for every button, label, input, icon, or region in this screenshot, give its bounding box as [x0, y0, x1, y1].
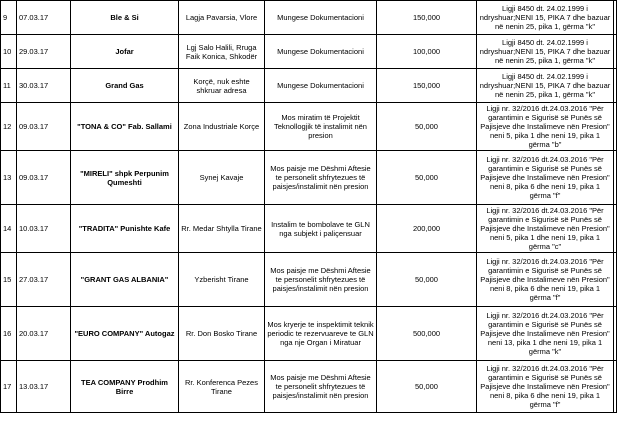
row-legal-basis: Ligji nr. 32/2016 dt.24.03.2016 "Për garantimin e Sigurisë së Punës së Pajisjeve dhe Instalimeve nën Presion" neni 8, pika 6 dhe neni 19, pika 1 gërma "f"	[477, 253, 614, 307]
row-fine: 50,000	[377, 253, 477, 307]
row-date: 07.03.17	[17, 1, 71, 35]
row-legal-basis: Ligji nr. 32/2016 dt.24.03.2016 "Për garantimin e Sigurisë së Punës së Pajisjeve dhe Instalimeve nën Presion" neni 5, pika 1 dhe neni 19, pika 1 gërma "b"	[477, 103, 614, 151]
row-edge-cell	[614, 361, 617, 413]
row-fine: 50,000	[377, 361, 477, 413]
table-row	[1, 307, 617, 361]
row-date: 10.03.17	[17, 205, 71, 253]
row-number: 10	[1, 35, 17, 69]
row-date: 27.03.17	[17, 253, 71, 307]
row-edge-cell	[614, 103, 617, 151]
row-legal-basis: Ligji nr. 32/2016 dt.24.03.2016 "Për garantimin e Sigurisë së Punës së Pajisjeve dhe Instalimeve nën Presion" neni 8, pika 6 dhe neni 19, pika 1 gërma "f"	[477, 361, 614, 413]
table-row	[1, 205, 617, 253]
row-edge-cell	[614, 253, 617, 307]
table-row	[1, 151, 617, 205]
row-number: 16	[1, 307, 17, 361]
row-reason: Mos paisje me Dëshmi Aftesie te personelit shfrytezues të paisjes/instalimit nën presion	[265, 253, 377, 307]
row-fine: 150,000	[377, 1, 477, 35]
row-address: Yzberisht Tirane	[179, 253, 265, 307]
row-legal-basis: Ligji 8450 dt. 24.02.1999 i ndryshuar;NENI 15, PIKA 7 dhe bazuar në nenin 25, pika 1, gërma "k"	[477, 69, 614, 103]
row-date: 13.03.17	[17, 361, 71, 413]
row-company: "MIRELI" shpk Perpunim Qumeshti	[71, 151, 179, 205]
row-fine: 500,000	[377, 307, 477, 361]
row-legal-basis: Ligji nr. 32/2016 dt.24.03.2016 "Për garantimin e Sigurisë së Punës së Pajisjeve dhe Instalimeve nën Presion" neni 13, pika 1 dhe neni 19, pika 1 gërma "k"	[477, 307, 614, 361]
table-row	[1, 1, 617, 35]
row-reason: Mos kryerje te inspektimit teknik periodic te rezervuareve te GLN nga nje Organ i Miratuar	[265, 307, 377, 361]
row-address: Rr. Medar Shtylla Tirane	[179, 205, 265, 253]
table-row	[1, 103, 617, 151]
row-company: "EURO COMPANY" Autogaz	[71, 307, 179, 361]
table-row	[1, 361, 617, 413]
row-reason: Mungese Dokumentacioni	[265, 1, 377, 35]
row-address: Lgj Salo Halili, Rruga Faik Konica, Shkodër	[179, 35, 265, 69]
row-edge-cell	[614, 69, 617, 103]
row-address: Lagja Pavarsia, Vlore	[179, 1, 265, 35]
row-reason: Mos paisje me Dëshmi Aftesie te personelit shfrytezues të paisjes/instalimit nën presion	[265, 361, 377, 413]
row-number: 17	[1, 361, 17, 413]
row-fine: 100,000	[377, 35, 477, 69]
row-reason: Mos paisje me Dëshmi Aftesie te personelit shfrytezues të paisjes/instalimit nën presion	[265, 151, 377, 205]
row-company: "TRADITA" Punishte Kafe	[71, 205, 179, 253]
row-company: Jofar	[71, 35, 179, 69]
row-date: 30.03.17	[17, 69, 71, 103]
table-row	[1, 35, 617, 69]
row-date: 29.03.17	[17, 35, 71, 69]
row-company: TEA COMPANY Prodhim Birre	[71, 361, 179, 413]
row-date: 20.03.17	[17, 307, 71, 361]
row-fine: 50,000	[377, 103, 477, 151]
row-fine: 50,000	[377, 151, 477, 205]
row-number: 11	[1, 69, 17, 103]
row-edge-cell	[614, 1, 617, 35]
row-legal-basis: Ligji 8450 dt. 24.02.1999 i ndryshuar;NENI 15, PIKA 7 dhe bazuar në nenin 25, pika 1, gërma "k"	[477, 35, 614, 69]
row-legal-basis: Ligji nr. 32/2016 dt.24.03.2016 "Për garantimin e Sigurisë së Punës së Pajisjeve dhe Instalimeve nën Presion" neni 8, pika 6 dhe neni 19, pika 1 gërma "f"	[477, 151, 614, 205]
row-company: Grand Gas	[71, 69, 179, 103]
row-address: Synej Kavaje	[179, 151, 265, 205]
row-number: 14	[1, 205, 17, 253]
row-edge-cell	[614, 35, 617, 69]
row-number: 9	[1, 1, 17, 35]
row-reason: Instalim te bombolave te GLN nga subjekt i paliçensuar	[265, 205, 377, 253]
row-reason: Mos miratim të Projektit Teknollogjik të instalimit nën presion	[265, 103, 377, 151]
row-reason: Mungese Dokumentacioni	[265, 69, 377, 103]
row-legal-basis: Ligji 8450 dt. 24.02.1999 i ndryshuar;NENI 15, PIKA 7 dhe bazuar në nenin 25, pika 1, gërma "k"	[477, 1, 614, 35]
row-company: Ble & Si	[71, 1, 179, 35]
row-number: 13	[1, 151, 17, 205]
table-body	[1, 1, 617, 413]
row-date: 09.03.17	[17, 103, 71, 151]
row-edge-cell	[614, 205, 617, 253]
table-row	[1, 69, 617, 103]
row-number: 15	[1, 253, 17, 307]
row-address: Rr. Konferenca Pezes Tirane	[179, 361, 265, 413]
row-address: Korçë, nuk eshte shkruar adresa	[179, 69, 265, 103]
row-fine: 200,000	[377, 205, 477, 253]
row-address: Rr. Don Bosko Tirane	[179, 307, 265, 361]
row-fine: 150,000	[377, 69, 477, 103]
row-number: 12	[1, 103, 17, 151]
row-edge-cell	[614, 151, 617, 205]
row-company: "GRANT GAS ALBANIA"	[71, 253, 179, 307]
row-date: 09.03.17	[17, 151, 71, 205]
row-reason: Mungese Dokumentacioni	[265, 35, 377, 69]
row-legal-basis: Ligji nr. 32/2016 dt.24.03.2016 "Për garantimin e Sigurisë së Punës së Pajisjeve dhe Instalimeve nën Presion" neni 5, pika 1 dhe neni 19, pika 1 gërma "c"	[477, 205, 614, 253]
row-address: Zona Industriale Korçe	[179, 103, 265, 151]
row-edge-cell	[614, 307, 617, 361]
row-company: "TONA & CO" Fab. Sallami	[71, 103, 179, 151]
table-row	[1, 253, 617, 307]
